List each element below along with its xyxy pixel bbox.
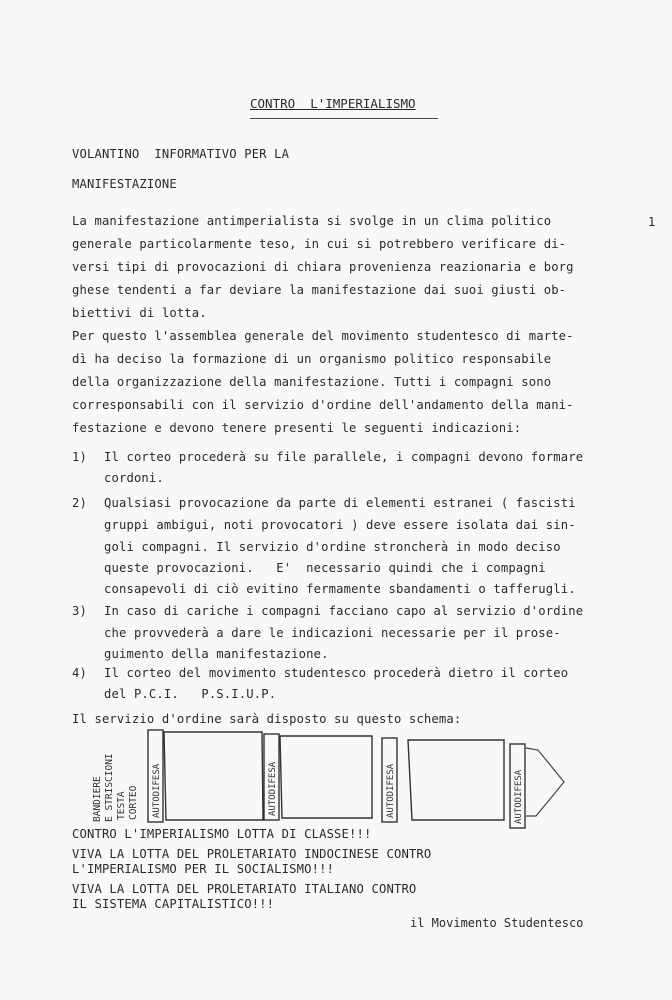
- slogan-line: IL SISTEMA CAPITALISTICO!!!: [72, 897, 275, 911]
- autodifesa-label: AUTODIFESA: [152, 763, 162, 818]
- intro-line: corresponsabili con il servizio d'ordine dell'andamento della mani-: [72, 398, 574, 412]
- autodifesa-label: AUTODIFESA: [386, 763, 396, 818]
- slogan-line: CONTRO L'IMPERIALISMO LOTTA DI CLASSE!!!: [72, 827, 372, 841]
- item-line: consapevoli di ciò evitino fermamente sbandamenti o tafferugli.: [104, 582, 576, 596]
- intro-line: versi tipi di provocazioni di chiara provenienza reazionaria e borg: [72, 260, 574, 274]
- item-line: Qualsiasi provocazione da parte di elementi estranei ( fascisti: [104, 496, 576, 510]
- intro-line: della organizzazione della manifestazione. Tutti i compagni sono: [72, 375, 552, 389]
- title-underline: [250, 118, 438, 119]
- marcher-block: [408, 740, 504, 820]
- slogan-line: L'IMPERIALISMO PER IL SOCIALISMO!!!: [72, 862, 335, 876]
- marcher-block: [280, 736, 372, 818]
- autodifesa-label: AUTODIFESA: [514, 769, 524, 824]
- head-label: BANDIERE: [92, 776, 103, 822]
- intro-line: ghese tendenti a far deviare la manifestazione dai suoi giusti ob-: [72, 283, 567, 297]
- item-number: 3): [72, 604, 87, 618]
- item-line: cordoni.: [104, 471, 164, 485]
- head-label: TESTA: [116, 791, 127, 820]
- intro-line: La manifestazione antimperialista si svolge in un clima politico: [72, 214, 552, 228]
- item-line: goli compagni. Il servizio d'ordine stroncherà in modo deciso: [104, 540, 561, 554]
- head-label: E STRISCIONI: [104, 753, 115, 822]
- item-line: In caso di cariche i compagni facciano capo al servizio d'ordine: [104, 604, 584, 618]
- head-label: CORTEO: [128, 785, 139, 820]
- item-line: che provvederà a dare le indicazioni necessarie per il prose-: [104, 626, 561, 640]
- item-number: 2): [72, 496, 87, 510]
- intro-line: Per questo l'assemblea generale del movimento studentesco di marte-: [72, 329, 574, 343]
- item-line: del P.C.I. P.S.I.U.P.: [104, 687, 277, 701]
- item-line: guimento della manifestazione.: [104, 647, 329, 661]
- page-number: 1: [648, 215, 656, 229]
- item-line: gruppi ambigui, noti provocatori ) deve essere isolata dai sin-: [104, 518, 576, 532]
- signature: il Movimento Studentesco: [410, 916, 584, 930]
- intro-line: festazione e devono tenere presenti le seguenti indicazioni:: [72, 421, 522, 435]
- item-line: Il corteo del movimento studentesco procederà dietro il corteo: [104, 666, 569, 680]
- item-number: 1): [72, 450, 87, 464]
- page-title: CONTRO L'IMPERIALISMO: [250, 96, 416, 111]
- slogan-line: VIVA LA LOTTA DEL PROLETARIATO INDOCINESE CONTRO: [72, 847, 432, 861]
- procession-head-labels: [92, 753, 139, 822]
- item-line: queste provocazioni. E' necessario quindi che i compagni: [104, 561, 546, 575]
- intro-line: dì ha deciso la formazione di un organismo politico responsabile: [72, 352, 552, 366]
- subtitle-line-2: MANIFESTAZIONE: [72, 177, 177, 191]
- item-line: Il corteo procederà su file parallele, i compagni devono formare: [104, 450, 584, 464]
- schema-intro: Il servizio d'ordine sarà disposto su questo schema:: [72, 712, 462, 726]
- item-number: 4): [72, 666, 87, 680]
- intro-line: biettivi di lotta.: [72, 306, 207, 320]
- autodifesa-label: AUTODIFESA: [268, 761, 278, 816]
- subtitle-line-1: VOLANTINO INFORMATIVO PER LA: [72, 147, 290, 161]
- slogan-line: VIVA LA LOTTA DEL PROLETARIATO ITALIANO CONTRO: [72, 882, 417, 896]
- procession-diagram: [86, 724, 576, 832]
- intro-line: generale particolarmente teso, in cui si potrebbero verificare di-: [72, 237, 567, 251]
- direction-arrow: [526, 748, 564, 816]
- marcher-block: [164, 732, 263, 820]
